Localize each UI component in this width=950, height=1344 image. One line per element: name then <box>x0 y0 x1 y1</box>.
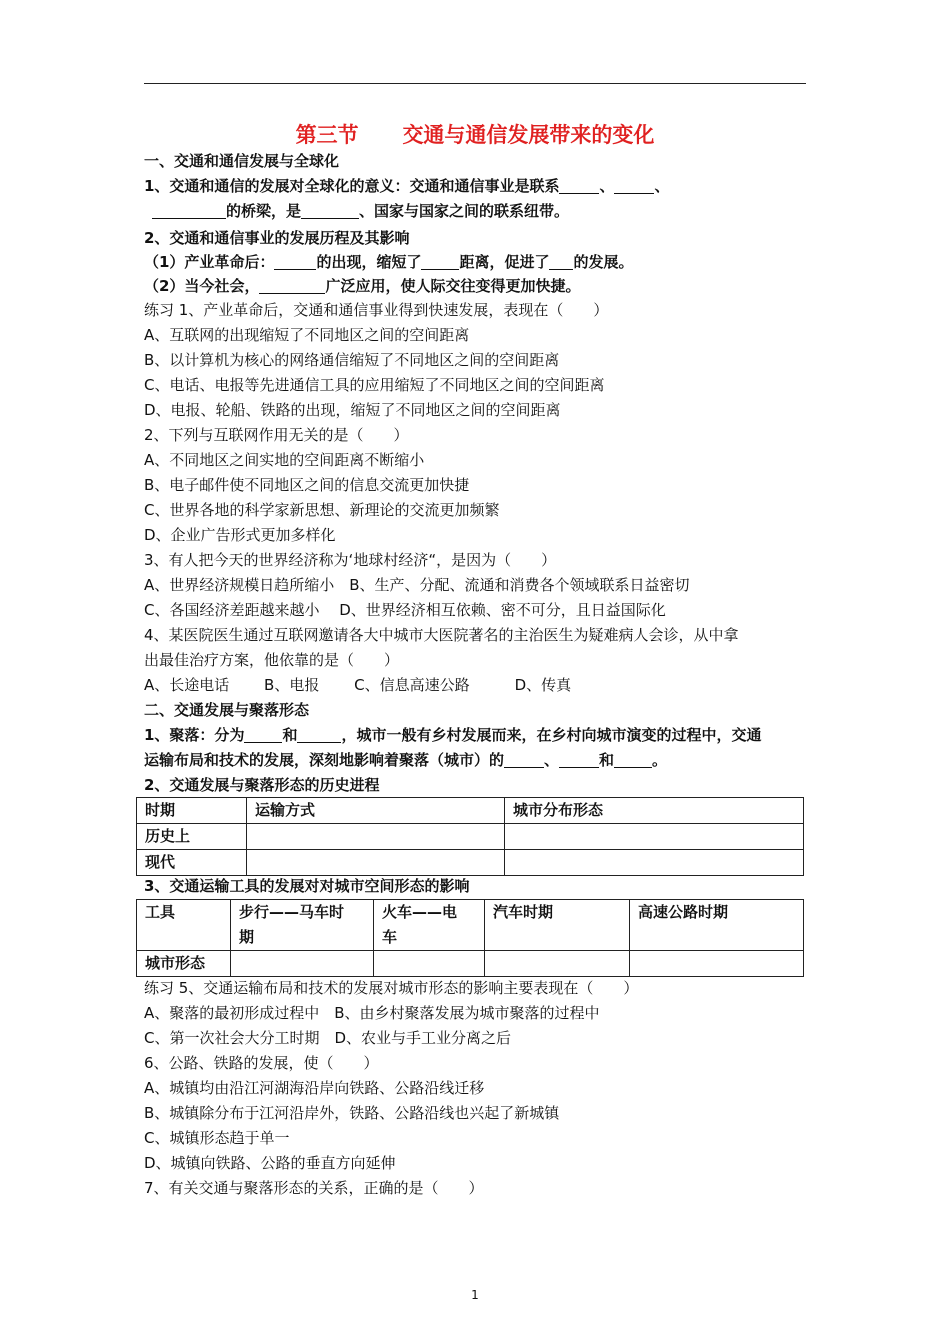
s1-q1-line2 <box>144 199 814 224</box>
p2-text-a: （2）当今社会， <box>144 277 260 295</box>
practice-line: A、世界经济规模日趋所缩小 B、生产、分配、流通和消费各个领域联系日益密切 <box>144 576 690 594</box>
practice-line: 7、有关交通与聚落形态的关系，正确的是（ ） <box>144 1179 484 1197</box>
s2-q3: 3、交通运输工具的发展对对城市空间形态的影响 <box>144 877 470 895</box>
blank[interactable] <box>614 749 652 768</box>
s1-q2: 2、交通和通信事业的发展历程及其影响 <box>144 229 410 247</box>
p1-text-d: 的发展。 <box>573 253 634 271</box>
blank[interactable] <box>559 175 599 194</box>
separator: 、 <box>599 177 615 195</box>
blank[interactable] <box>297 724 341 743</box>
blank[interactable] <box>504 749 544 768</box>
blank[interactable] <box>244 724 282 743</box>
s2-q1-text2: ，城市一般有乡村发展而来，在乡村向城市演变的过程中，交通 <box>341 726 762 744</box>
practice-line: D、城镇向铁路、公路的垂直方向延伸 <box>144 1154 396 1172</box>
title-chapter: 第三节 <box>295 123 359 147</box>
p1-text-c: 距离，促进了 <box>459 253 550 271</box>
tools-table <box>136 899 804 977</box>
section2-heading: 二、交通发展与聚落形态 <box>144 701 310 719</box>
practice-line: C、世界各地的科学家新思想、新理论的交流更加频繁 <box>144 501 500 519</box>
header-text: 车 <box>382 928 398 946</box>
s1-q1-text2: 的桥梁，是 <box>226 202 302 220</box>
s2-q1-text: 1、聚落：分为 <box>144 726 245 744</box>
practice-line: 练习 1、产业革命后，交通和通信事业得到快速发展，表现在（ ） <box>144 301 609 319</box>
period: 。 <box>652 751 668 769</box>
s2-q1-line2 <box>144 748 814 773</box>
practice-line: D、企业广告形式更加多样化 <box>144 526 336 544</box>
page-title <box>144 120 806 150</box>
table-header <box>231 900 374 951</box>
s1-q1-line1 <box>144 174 814 199</box>
s2-q1-line1 <box>144 723 814 748</box>
section1-heading: 一、交通和通信发展与全球化 <box>144 152 340 170</box>
table-header <box>374 900 485 951</box>
blank[interactable] <box>614 175 654 194</box>
p1-text-a: （1）产业革命后： <box>144 253 275 271</box>
practice-line: 出最佳治疗方案，他依靠的是（ ） <box>144 651 400 669</box>
s2-q1-text3: 运输布局和技术的发展，深刻地影响着聚落（城市）的 <box>144 751 505 769</box>
blank[interactable] <box>301 200 359 219</box>
blank[interactable] <box>549 251 573 270</box>
practice-line: 6、公路、铁路的发展，使（ ） <box>144 1054 379 1072</box>
table-row-label: 城市形态 <box>137 951 231 977</box>
blank[interactable] <box>274 251 316 270</box>
table-header: 时期 <box>137 798 247 824</box>
practice-line: A、城镇均由沿江河湖海沿岸向铁路、公路沿线迁移 <box>144 1079 485 1097</box>
table-cell[interactable] <box>247 824 505 850</box>
conjunction: 和 <box>282 726 298 744</box>
title-text: 交通与通信发展带来的变化 <box>402 123 655 147</box>
header-rule <box>144 83 806 84</box>
practice-line: A、长途电话 B、电报 C、信息高速公路 D、传真 <box>144 676 572 694</box>
practice-line: A、不同地区之间实地的空间距离不断缩小 <box>144 451 425 469</box>
practice-line: C、各国经济差距越来越小 D、世界经济相互依赖、密不可分，且日益国际化 <box>144 601 666 619</box>
p2-text-b: 广泛应用，使人际交往变得更加快捷。 <box>325 277 581 295</box>
s1-q1-text3: 、国家与国家之间的联系纽带。 <box>359 202 570 220</box>
practice-line: 2、下列与互联网作用无关的是（ ） <box>144 426 409 444</box>
table-cell[interactable] <box>247 850 505 876</box>
blank[interactable] <box>421 251 459 270</box>
header-text: 火车——电 <box>382 903 458 921</box>
header-text: 步行——马车时 <box>239 903 345 921</box>
s1-p1 <box>144 250 814 275</box>
table-cell[interactable] <box>630 951 804 977</box>
s1-p2 <box>144 274 814 299</box>
blank[interactable] <box>152 200 226 219</box>
table-header: 工具 <box>137 900 231 951</box>
practice-line: C、电话、电报等先进通信工具的应用缩短了不同地区之间的空间距离 <box>144 376 605 394</box>
practice-line: A、互联网的出现缩短了不同地区之间的空间距离 <box>144 326 470 344</box>
table-row-label: 现代 <box>137 850 247 876</box>
s1-q1-text: 1、交通和通信的发展对全球化的意义：交通和通信事业是联系 <box>144 177 560 195</box>
separator: 、 <box>654 177 670 195</box>
table-header: 高速公路时期 <box>630 900 804 951</box>
table-cell[interactable] <box>505 850 804 876</box>
separator: 、 <box>544 751 560 769</box>
conjunction: 和 <box>599 751 615 769</box>
table-cell[interactable] <box>231 951 374 977</box>
table-header: 运输方式 <box>247 798 505 824</box>
practice-line: C、第一次社会大分工时期 D、农业与手工业分离之后 <box>144 1029 512 1047</box>
practice-line: B、以计算机为核心的网络通信缩短了不同地区之间的空间距离 <box>144 351 560 369</box>
practice-line: 3、有人把今天的世界经济称为‘地球村经济“，是因为（ ） <box>144 551 557 569</box>
blank[interactable] <box>259 275 325 294</box>
table-cell[interactable] <box>485 951 630 977</box>
practice-line: B、城镇除分布于江河沿岸外，铁路、公路沿线也兴起了新城镇 <box>144 1104 560 1122</box>
page-number: 1 <box>471 1288 479 1302</box>
table-header: 汽车时期 <box>485 900 630 951</box>
practice-line: C、城镇形态趋于单一 <box>144 1129 290 1147</box>
practice-line: D、电报、轮船、铁路的出现，缩短了不同地区之间的空间距离 <box>144 401 561 419</box>
practice-line: 4、某医院医生通过互联网邀请各大中城市大医院著名的主治医生为疑难病人会诊，从中拿 <box>144 626 739 644</box>
table-cell[interactable] <box>374 951 485 977</box>
blank[interactable] <box>559 749 599 768</box>
table-header: 城市分布形态 <box>505 798 804 824</box>
practice-line: B、电子邮件使不同地区之间的信息交流更加快捷 <box>144 476 470 494</box>
header-text: 期 <box>239 928 255 946</box>
practice-line: 练习 5、交通运输布局和技术的发展对城市形态的影响主要表现在（ ） <box>144 979 639 997</box>
p1-text-b: 的出现，缩短了 <box>316 253 422 271</box>
s2-q2: 2、交通发展与聚落形态的历史进程 <box>144 776 380 794</box>
table-row-label: 历史上 <box>137 824 247 850</box>
table-cell[interactable] <box>505 824 804 850</box>
practice-line: A、聚落的最初形成过程中 B、由乡村聚落发展为城市聚落的过程中 <box>144 1004 600 1022</box>
history-table <box>136 797 804 876</box>
